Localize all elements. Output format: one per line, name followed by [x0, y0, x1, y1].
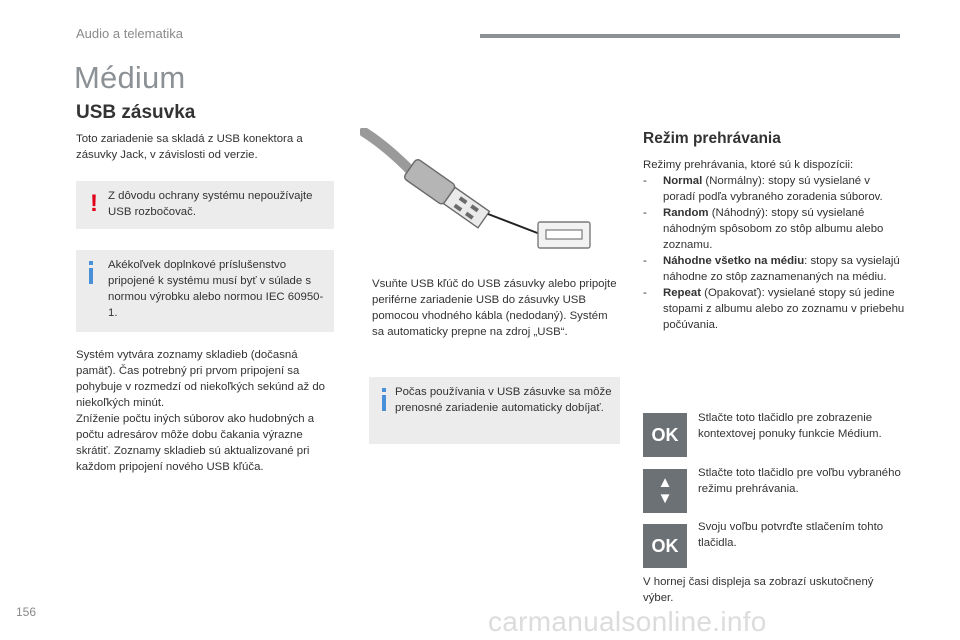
warning-text: Z dôvodu ochrany systému nepoužívajte USB rozbočovač.: [108, 190, 313, 218]
list-item: - Náhodne všetko na médiu: stopy sa vysielajú náhodne zo stôp zaznamenaných na médiu.: [643, 255, 900, 283]
playback-mode-title: Režim prehrávania: [643, 130, 781, 147]
warning-icon: !: [90, 190, 98, 217]
header-divider: [480, 34, 900, 38]
charging-info-text: Počas používania v USB zásuvke sa môže prenosné zariadenie automaticky dobíjať.: [395, 386, 612, 414]
intro-paragraph: Toto zariadenie sa skladá z USB konektora a zásuvky Jack, v závislosti od verzie.: [76, 133, 303, 161]
usb-connector-illustration: [360, 128, 600, 256]
page-title: Médium: [74, 60, 186, 95]
warning-box: [76, 181, 334, 229]
charging-info-box: [369, 377, 620, 444]
list-item: - Repeat (Opakovať): vysielané stopy sú jedine stopami z albumu alebo zo zoznamu v priebehu počúvania.: [643, 287, 905, 331]
page-number: 156: [16, 605, 37, 619]
list-item: - Random (Náhodný): stopy sú vysielané náhodným spôsobom zo stôp albumu alebo zoznamu.: [643, 207, 884, 251]
arrow-up-icon: ▲: [657, 474, 673, 491]
playlist-text-2: Zníženie počtu iných súborov ako hudobných a počtu adresárov môže dobu čakania výrazne skrátiť. Zoznamy skladieb sú aktualizované pri každom pripojení nového USB kľúča.: [76, 413, 315, 473]
ok-confirm-button-icon: OK: [643, 524, 687, 568]
arrow-down-icon: ▼: [657, 490, 673, 507]
info-box: [76, 250, 334, 332]
watermark: carmanualsonline.info: [488, 606, 767, 637]
playback-modes: [643, 157, 905, 333]
usb-instruction: Vsuňte USB kľúč do USB zásuvky alebo pripojte periférne zariadenie USB do zásuvky USB pomocou vhodného kábla (nedodaný). Systém sa automaticky prepne na zdroj „USB“.: [372, 278, 617, 338]
section-title: USB zásuvka: [76, 102, 196, 123]
arrows-button-description: Stlačte toto tlačidlo pre voľbu vybraného režimu prehrávania.: [698, 467, 901, 495]
ok-button-icon: OK: [643, 413, 687, 457]
header-section-label: Audio a telematika: [76, 26, 183, 41]
info-text: Akékoľvek doplnkové príslušenstvo pripojené k systému musí byť v súlade s normou výrobku alebo normou IEC 60950-1.: [108, 259, 324, 319]
playlist-paragraph: [76, 347, 334, 475]
ok-confirm-description: Svoju voľbu potvrďte stlačením tohto tlačidla.: [698, 521, 884, 549]
ok-button-description: Stlačte toto tlačidlo pre zobrazenie kontextovej ponuky funkcie Médium.: [698, 412, 882, 440]
list-item: - Normal (Normálny): stopy sú vysielané v poradí podľa vybraného zoradenia súborov.: [643, 175, 883, 203]
playlist-text-1: Systém vytvára zoznamy skladieb (dočasná pamäť). Čas potrebný pri prvom pripojení sa pohybuje v rozmedzí od niekoľkých sekúnd až do niekoľkých minút.: [76, 349, 325, 409]
final-note: V hornej časi displeja sa zobrazí uskutočnený výber.: [643, 576, 874, 604]
up-down-arrows-icon: [643, 469, 687, 513]
modes-intro: Režimy prehrávania, ktoré sú k dispozícii:: [643, 159, 854, 171]
